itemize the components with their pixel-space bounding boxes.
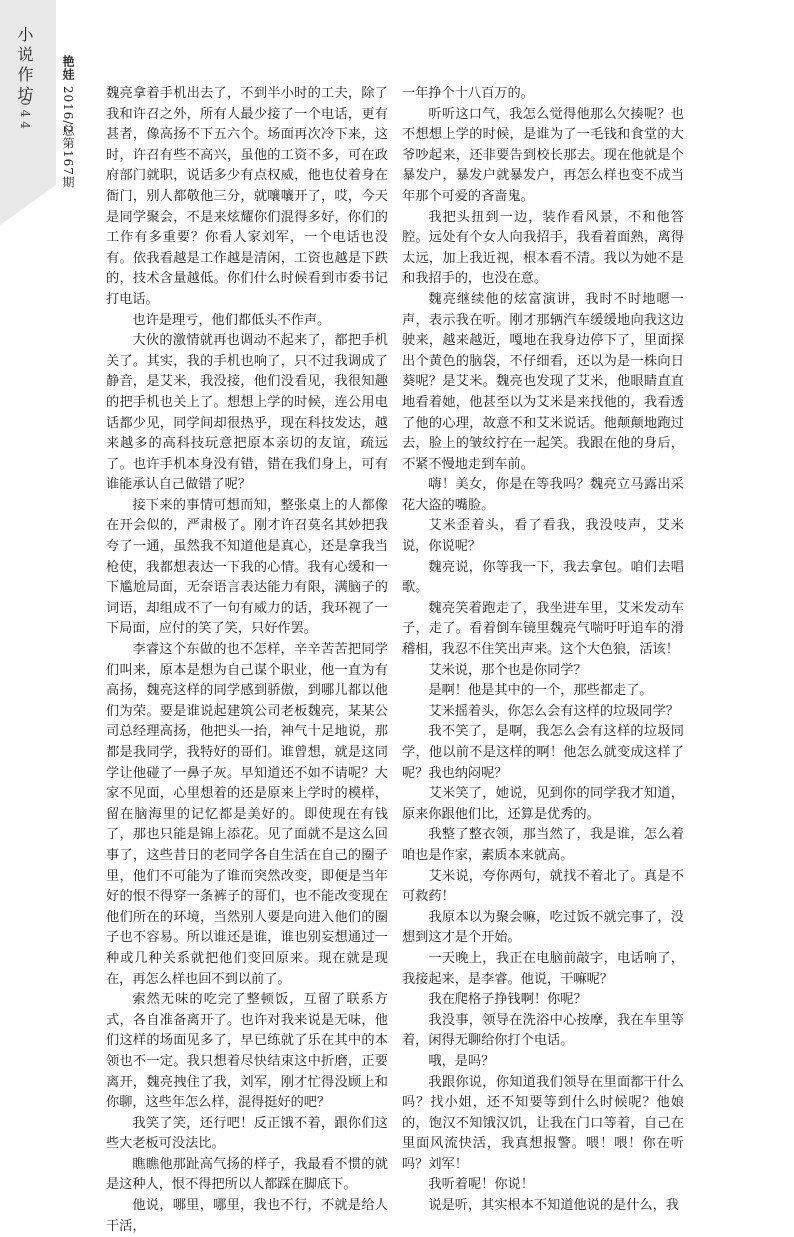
paragraph: 一年挣个十八百万的。	[402, 86, 534, 101]
paragraph: 我跟你说，你知道我们领导在里面都干什么吗？找小姐，还不知要等到什么时候呢？他娘的，饱汉不知饿汉饥，让我在门口等着，自己在里面风流快活，我真想报警。喂！喂！你在听吗？刘军！	[402, 1074, 684, 1172]
paragraph: 魏亮说，你等我一下，我去拿包。咱们去唱歌。	[402, 559, 684, 596]
paragraph: 也许是理亏，他们都低头不作声。	[132, 312, 331, 328]
section-name: 小说作坊	[15, 26, 34, 106]
paragraph: 索然无味的吃完了整顿饭，互留了联系方式，各自准备离开了。也许对我来说是无味，他们这样的场面见多了，早已练就了乐在其中的本领也不一定。我只想着尽快结束这中折磨，正要离开，魏亮拽住了我，刘军，刚才忙得没顾上和你聊，这些年怎么样，混得挺好的吧？	[106, 992, 388, 1111]
paragraph: 一天晚上，我正在电脑前敲字，电话响了，我接起来，是李睿。他说，干嘛呢？	[402, 950, 684, 987]
issue-number: 总第167期	[61, 124, 75, 189]
paragraph: 我听着呢！你说！	[428, 1177, 534, 1193]
paragraph: 我笑了笑，还行吧！反正饿不着，跟你们这些大老板可没法比。	[106, 1115, 388, 1152]
paragraph: 魏亮继续他的炫富演讲，我时不时地嗯一声，表示我在听。刚才那辆汽车缓缓地向我这边驶来，越来越近，嘎地在我身边停下了，里面探出个黄色的脑袋，不仔细看，还以为是一株向日葵呢？是艾米。魏亮也发现了艾米，他眼睛直直地看着她，他甚至以为艾米是来找他的，我看透了他的心理，故意不和艾米说话。他颠颠地跑过去，脸上的皱纹拧在一起笑。我跟在他的身后，不紧不慢地走到车前。	[402, 291, 684, 472]
paragraph: 魏亮笑着跑走了，我坐进车里，艾米发动车子，走了。看着倒车镜里魏亮气喘吁吁追车的滑稽相，我忍不住笑出声来。这个大色狼，活该！	[402, 600, 684, 658]
paragraph: 艾米歪着头，看了看我，我没吱声，艾米说，你说呢？	[402, 518, 684, 555]
paragraph: 是啊！他是其中的一个，那些都走了。	[428, 683, 653, 699]
right-column	[402, 84, 684, 1217]
paragraph: 嗨！美女，你是在等我吗？魏亮立马露出采花大盗的嘴脸。	[402, 477, 684, 513]
section-tab-fold	[0, 185, 56, 225]
paragraph: 我整了整衣领，那当然了，我是谁，怎么着咱也是作家，素质本来就高。	[402, 827, 684, 863]
page-number: 044	[18, 98, 32, 133]
paragraph: 艾米说，夸你两句，就找不着北了。真是不可救药！	[402, 868, 684, 905]
paragraph: 我在爬格子挣钱啊！你呢？	[428, 992, 587, 1008]
paragraph: 魏亮拿着手机出去了，不到半小时的工夫，除了我和许召之外，所有人最少接了一个电话，更有甚者，像高扬不下五六个。场面再次冷下来，这时，许召有些不高兴，虽他的工资不多，可在政府部门就职，说话多少有点权威，他也仗着身在衙门，别人都敬他三分，就嚷嚷开了，哎，今天是同学聚会，不是来炫耀你们混得多好，你们的工作有多重要？你看人家刘军，一个电话也没有。依我看越是工作越是清闲，工资也越是下跌的，技术含量越低。你们什么时候看到市委书记打电话。	[106, 86, 388, 307]
paragraph: 艾米摇着头，你怎么会有这样的垃圾同学？	[428, 703, 679, 719]
paragraph: 我把头扭到一边，装作看风景，不和他答腔。远处有个女人向我招手，我看着面熟，离得太远，加上我近视，根本看不清。我以为她不是和我招手的，也没在意。	[402, 209, 684, 287]
paragraph: 我不笑了，是啊，我怎么会有这样的垃圾同学，他以前不是这样的啊！他怎么就变成这样了呢？我也纳闷呢？	[402, 724, 684, 781]
magazine-info	[62, 55, 74, 134]
paragraph: 他说，哪里，哪里，我也不行，不就是给人干活，	[106, 1198, 388, 1234]
paragraph: 艾米说，那个也是你同学？	[428, 662, 587, 678]
paragraph: 艾米笑了，她说，见到你的同学我才知道，原来你跟他们比，还算是优秀的。	[402, 786, 684, 822]
paragraph: 瞧瞧他那趾高气扬的样子，我最看不惯的就是这种人，恨不得把所以人都踩在脚底下。	[106, 1156, 388, 1193]
paragraph: 我原本以为聚会嘛，吃过饭不就完事了，没想到这才是个开始。	[402, 909, 684, 946]
paragraph: 大伙的激情就再也调动不起来了，都把手机关了。其实，我的手机也响了，只不过我调成了静音，是艾米，我没接，他们没看见，我很知趣的把手机也关上了。想想上学的时候，连公用电话都少见，同学间却很热乎，现在科技发达，越来越多的高科技玩意把原本亲切的友谊，疏远了。也许手机本身没有错，错在我们身上，可有谁能承认自己做错了呢？	[106, 333, 388, 493]
paragraph: 哦，是吗？	[428, 1053, 495, 1069]
paragraph: 李睿这个东做的也不怎样，辛辛苦苦把同学们叫来，原本是想为自己谋个职业，他一直为有高扬，魏亮这样的同学感到骄傲，到哪儿都以他们为荣。要是谁说起建筑公司老板魏亮，某某公司总经理高扬，他把头一抬，神气十足地说，那都是我同学，我特好的哥们。谁曾想，就是这同学让他碰了一鼻子灰。早知道还不如不请呢？大家不见面，心里想着的还是原来上学时的模样，留在脑海里的记忆都是美好的。即使现在有钱了，那也只能是锦上添花。见了面就不是这么回事了，这些昔日的老同学各自生活在自己的圈子里，他们不可能为了谁而突然改变，即便是当年好的恨不得穿一条裤子的哥们，也不能改变现在他们所在的环境，当然别人要是向进入他们的圈子也不容易。所以谁还是谁，谁也别妄想通过一种或几种关系就把他们变回原来。现在就是现在，再怎么样也回不到以前了。	[106, 642, 388, 987]
magazine-name: 艳娃	[61, 55, 75, 81]
paragraph: 我没事，领导在洗浴中心按摩，我在车里等着，闲得无聊给你打个电话。	[402, 1012, 684, 1049]
paragraph: 说是听，其实根本不知道他说的是什么，我	[428, 1198, 679, 1214]
left-column	[106, 84, 388, 1237]
paragraph: 接下来的事情可想而知，整张桌上的人都像在开会似的，严肃极了。刚才许召莫名其妙把我夸了一通，虽然我不知道他是真心，还是拿我当枪使，我都想表达一下我的心情。我有心缓和一下尴尬局面，无奈语言表达能力有限，满脑子的词语，却组成不了一句有威力的话，我环视了一下局面，应付的笑了笑，只好作罢。	[106, 497, 388, 637]
issue-date: 2016/2	[61, 85, 75, 135]
paragraph: 听听这口气，我怎么觉得他那么欠揍呢？也不想想上学的时候，是谁为了一毛钱和食堂的大爷吵起来，还非要告到校长那去。现在他就是个暴发户，暴发户就暴发户，再怎么样也变不成当年那个可爱的吝啬鬼。	[402, 106, 684, 204]
